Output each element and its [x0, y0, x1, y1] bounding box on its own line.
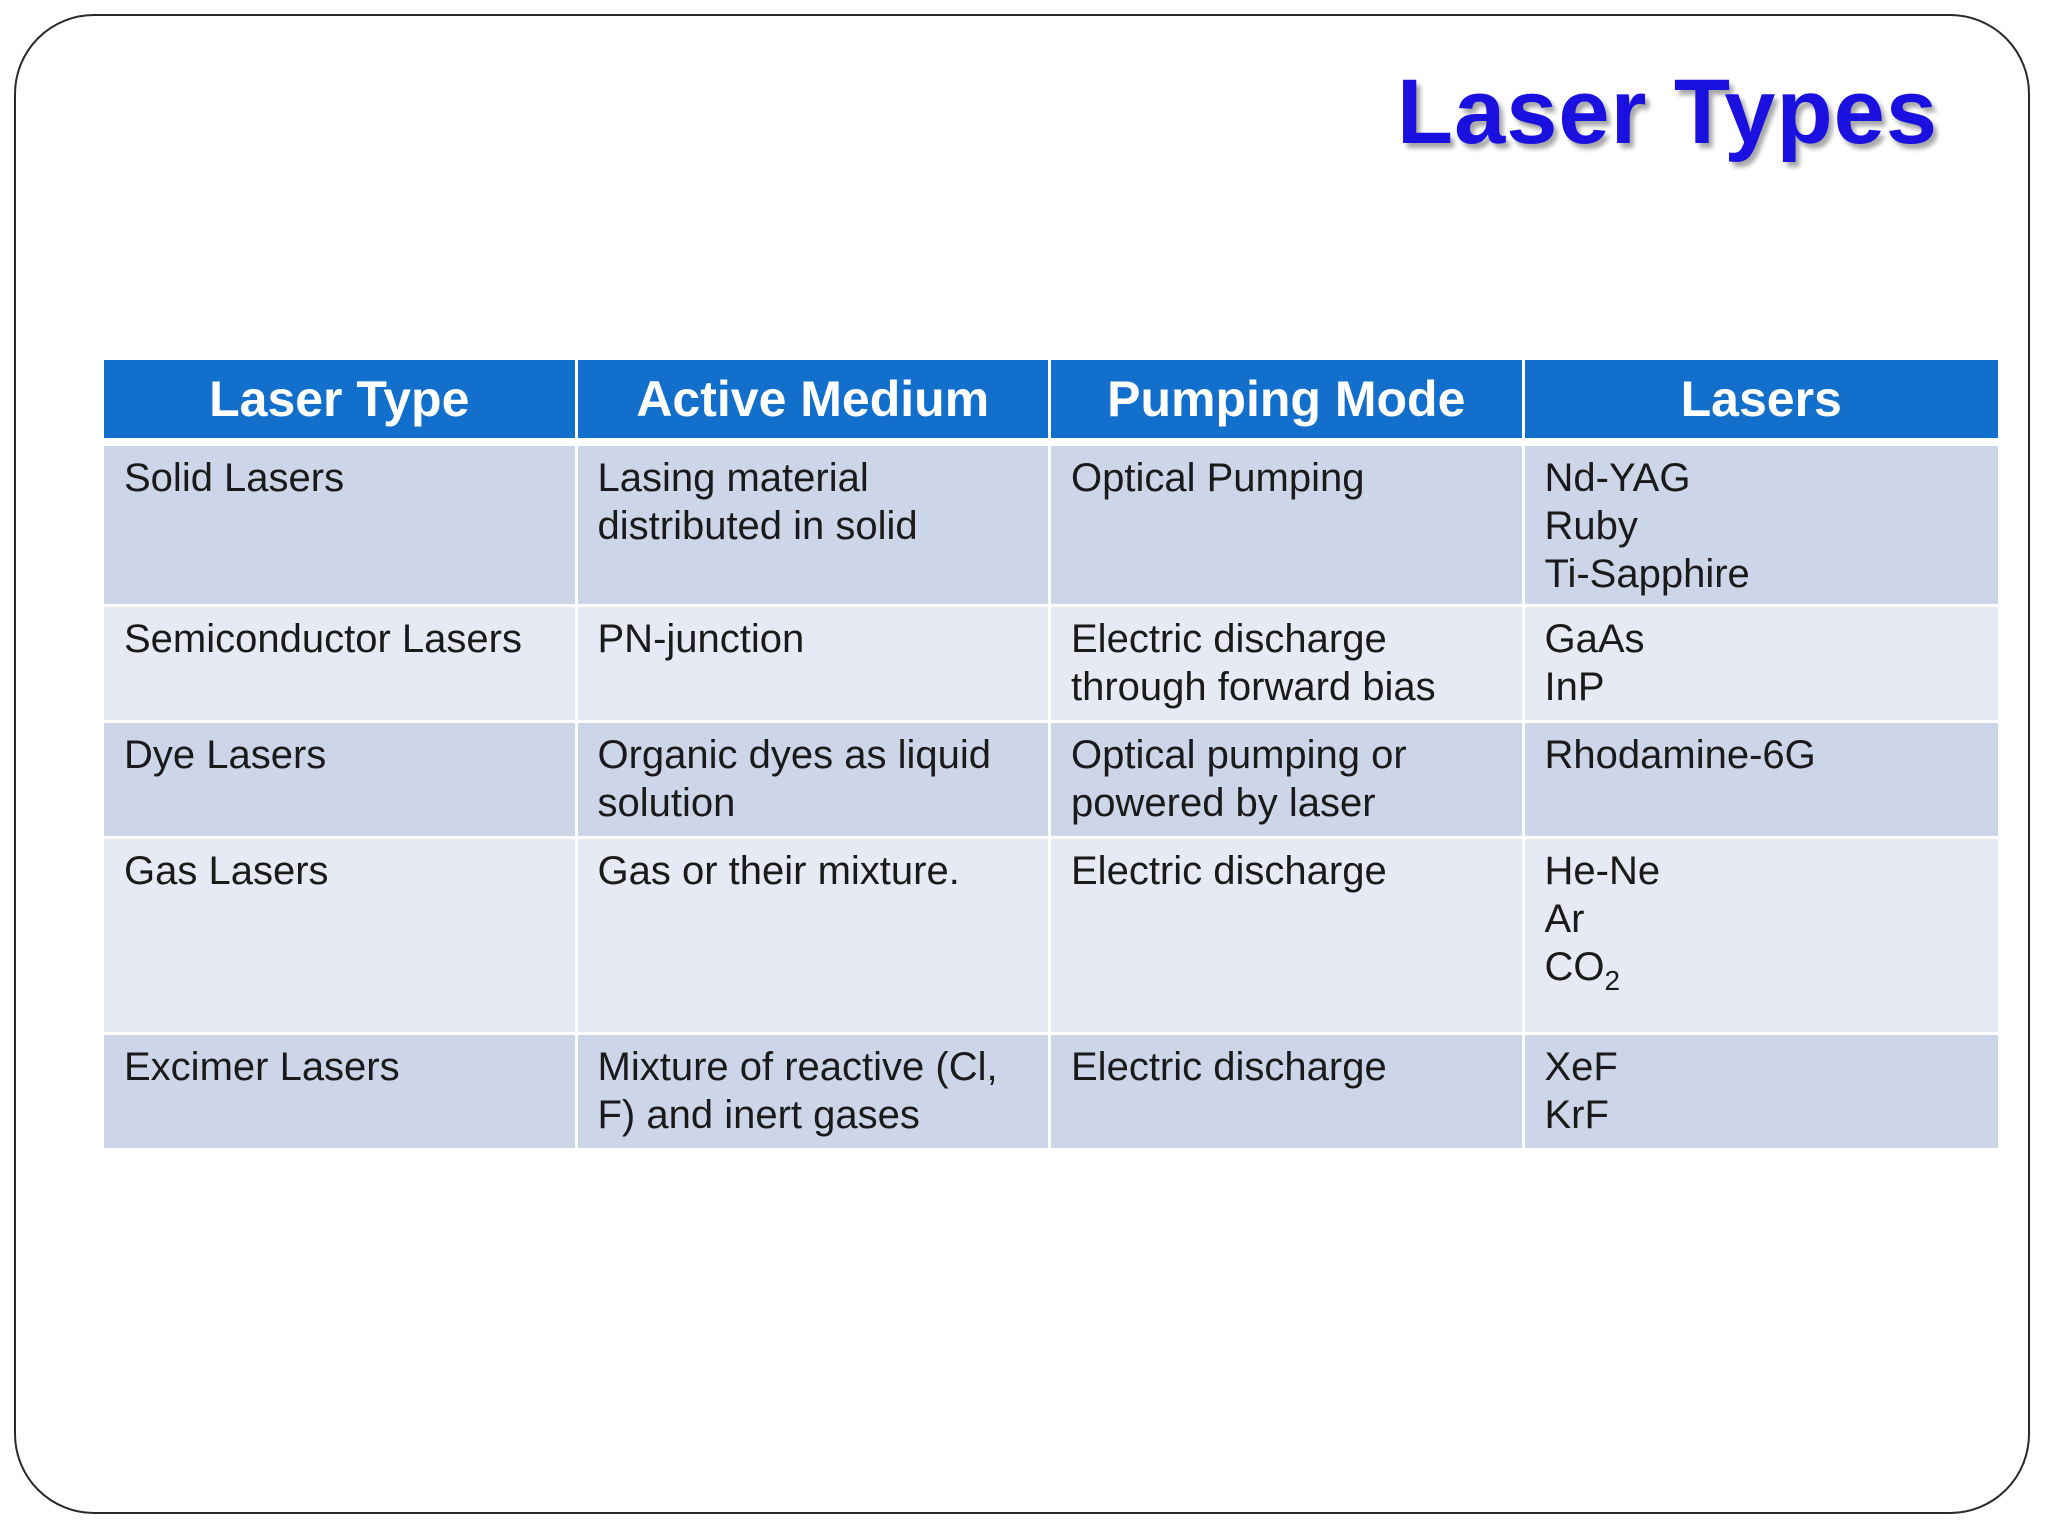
cell-active-medium: Lasing material distributed in solid — [578, 446, 1052, 607]
table-row — [104, 446, 1998, 607]
cell-pumping-mode: Electric discharge — [1051, 839, 1525, 1035]
co2-base: CO — [1544, 945, 1605, 989]
table-row — [104, 839, 1998, 1035]
cell-lasers: GaAs InP — [1525, 607, 1999, 723]
cell-active-medium: Mixture of reactive (Cl, F) and inert gases — [578, 1035, 1052, 1151]
cell-laser-type: Solid Lasers — [104, 446, 578, 607]
cell-laser-type: Dye Lasers — [104, 723, 578, 839]
laser-types-table — [104, 360, 1998, 1151]
table-header-row — [104, 360, 1998, 446]
cell-pumping-mode: Electric discharge — [1051, 1035, 1525, 1151]
cell-laser-type: Excimer Lasers — [104, 1035, 578, 1151]
cell-lasers: XeF KrF — [1525, 1035, 1999, 1151]
header-laser-type: Laser Type — [104, 360, 578, 446]
header-lasers: Lasers — [1525, 360, 1999, 446]
slide-title: Laser Types — [1396, 61, 1938, 163]
co2-subscript: 2 — [1604, 965, 1621, 996]
cell-active-medium: Gas or their mixture. — [578, 839, 1052, 1035]
header-pumping-mode: Pumping Mode — [1051, 360, 1525, 446]
cell-pumping-mode: Electric discharge through forward bias — [1051, 607, 1525, 723]
cell-pumping-mode: Optical pumping or powered by laser — [1051, 723, 1525, 839]
co2-formula — [1544, 945, 1621, 996]
cell-pumping-mode: Optical Pumping — [1051, 446, 1525, 607]
cell-lasers — [1525, 839, 1999, 1035]
header-active-medium: Active Medium — [578, 360, 1052, 446]
cell-lasers: Nd-YAG Ruby Ti-Sapphire — [1525, 446, 1999, 607]
cell-laser-type: Semiconductor Lasers — [104, 607, 578, 723]
cell-lasers: Rhodamine-6G — [1525, 723, 1999, 839]
cell-active-medium: PN-junction — [578, 607, 1052, 723]
table-row — [104, 607, 1998, 723]
table-row — [104, 723, 1998, 839]
cell-active-medium: Organic dyes as liquid solution — [578, 723, 1052, 839]
lasers-list: He-Ne Ar — [1544, 849, 1661, 941]
table-row — [104, 1035, 1998, 1151]
cell-laser-type: Gas Lasers — [104, 839, 578, 1035]
